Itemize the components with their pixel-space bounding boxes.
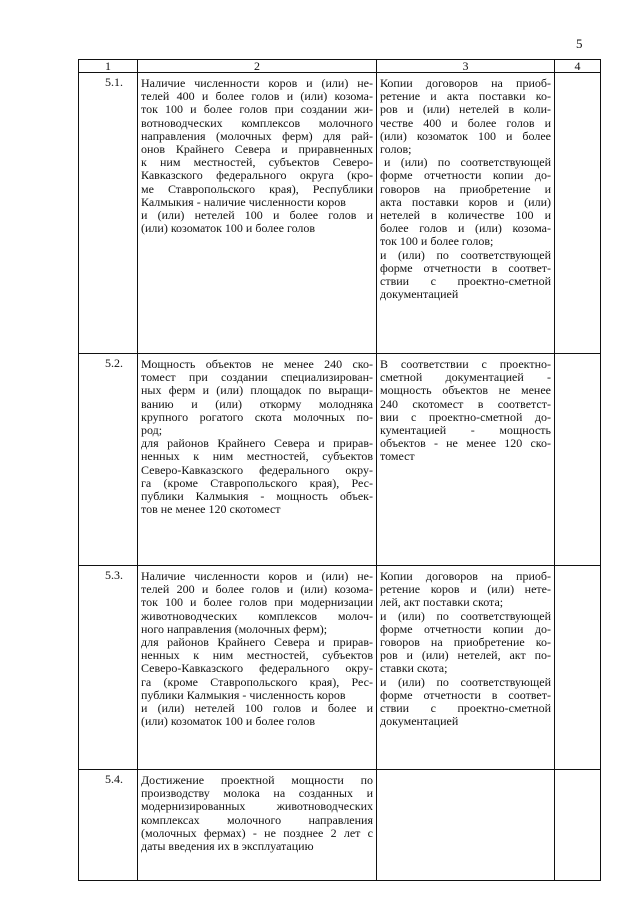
text-line: комплексах молочного направления xyxy=(141,812,373,827)
text-line: публики Калмыкия - численность коров xyxy=(141,687,346,702)
text-line: га (кроме Ставропольского края), Рес- xyxy=(141,475,373,490)
text-line: форме отчетности копии до- xyxy=(380,621,551,636)
text-line: ных ферм и (или) площадок по выращи- xyxy=(141,383,373,398)
text-line: (молочных фермах) - не позднее 2 лет с xyxy=(141,825,373,840)
text-line: Калмыкия - наличие численности коров xyxy=(141,194,346,209)
text-line: ненных к ним местностей, субъектов xyxy=(141,648,373,663)
text-line: В соответствии с проектно- xyxy=(380,357,551,371)
page-number: 5 xyxy=(576,36,583,51)
text-line: животноводческих комплексов молоч- xyxy=(141,608,373,623)
table-header-row xyxy=(79,60,601,73)
documents-cell xyxy=(377,354,555,566)
text-line: производству молока на созданных и xyxy=(141,786,373,801)
text-line: мощность объектов не менее xyxy=(380,383,551,398)
text-line: документацией xyxy=(380,714,459,729)
documents-cell xyxy=(377,770,555,881)
text-line: форме отчетности в соответ- xyxy=(380,260,551,275)
text-line: и (или) по соответствующей xyxy=(380,674,551,689)
text-line: к ним местностей, субъектов Северо- xyxy=(141,155,373,170)
row-number: 5.4. xyxy=(79,770,138,881)
text-line: Мощность объектов не менее 240 ско- xyxy=(141,357,373,371)
text-line: даты введения их в эксплуатацию xyxy=(141,839,314,854)
text-line: кументацией - мощность xyxy=(380,423,551,438)
text-line: и (или) по соответствующей xyxy=(380,247,551,262)
text-line: более голов и (или) козома- xyxy=(380,221,551,236)
text-line: и (или) по соответствующей xyxy=(384,155,551,170)
text-line: для районов Крайнего Севера и прирав- xyxy=(141,436,373,451)
text-line: 240 скотомест в соответст- xyxy=(380,396,551,411)
text-line: объектов - не менее 120 ско- xyxy=(380,436,551,451)
criterion-cell xyxy=(138,770,377,881)
extra-cell xyxy=(555,566,601,770)
text-line: голов; xyxy=(380,142,412,157)
text-line: сметной документацией - xyxy=(380,370,551,385)
extra-cell xyxy=(555,354,601,566)
text-line: акта поставки коров и (или) xyxy=(380,194,551,209)
text-line: ров и (или) нетелей, акт по- xyxy=(380,648,551,663)
table-row xyxy=(79,73,601,354)
table-row xyxy=(79,770,601,881)
text-line: Копии договоров на приоб- xyxy=(380,569,551,583)
text-line: говоров на приобретение и xyxy=(380,181,551,196)
text-line: вии с проектно-сметной до- xyxy=(380,409,551,424)
criterion-cell xyxy=(138,566,377,770)
text-line: (или) козоматок 100 и более xyxy=(380,128,551,143)
text-line: ток 100 и более голов при модернизации xyxy=(141,595,373,610)
column-header: 2 xyxy=(138,60,377,73)
column-header: 4 xyxy=(555,60,601,73)
text-line: публики Калмыкия - мощность объек- xyxy=(141,489,373,504)
text-line: ток 100 и более голов при создании жи- xyxy=(141,102,373,117)
table-row xyxy=(79,354,601,566)
text-line: ретение и акта поставки ко- xyxy=(380,89,551,104)
text-line: и (или) нетелей 100 и более голов и xyxy=(141,208,373,223)
text-line: ствии с проектно-сметной xyxy=(380,701,551,716)
row-number: 5.1. xyxy=(79,73,138,354)
text-line: крупного рогатого скота молочных по- xyxy=(141,409,373,424)
text-line: лей, акт поставки скота; xyxy=(380,595,504,610)
text-line: форме отчетности копии до- xyxy=(380,168,551,183)
text-line: Северо-Кавказского федерального окру- xyxy=(141,661,373,676)
text-line: (или) козоматок 100 и более голов xyxy=(141,714,316,729)
text-line: и (или) по соответствующей xyxy=(380,608,551,623)
text-line: ставки скота; xyxy=(380,661,448,676)
text-line: (или) козоматок 100 и более голов xyxy=(141,221,316,236)
text-line: Наличие численности коров и (или) не- xyxy=(141,569,373,583)
text-line: онов Крайнего Севера и приравненных xyxy=(141,142,373,157)
criterion-cell xyxy=(138,73,377,354)
text-line: телей 200 и более голов и (или) козома- xyxy=(141,582,373,597)
text-line: га (кроме Ставропольского края), Рес- xyxy=(141,674,373,689)
column-header: 1 xyxy=(79,60,138,73)
text-line: ненных к ним местностей, субъектов xyxy=(141,449,373,464)
extra-cell xyxy=(555,73,601,354)
text-line: говоров на приобретение ко- xyxy=(380,635,551,650)
documents-cell xyxy=(377,73,555,354)
text-line: ме Ставропольского края), Республики xyxy=(141,181,373,196)
text-line: вотноводческих комплексов молочного xyxy=(141,115,373,130)
text-line: телей 400 и более голов и (или) козома- xyxy=(141,89,373,104)
text-line: направления (молочных ферм) для рай- xyxy=(141,128,373,143)
text-line: для районов Крайнего Севера и прирав- xyxy=(141,635,373,650)
documents-cell xyxy=(377,566,555,770)
text-line: документацией xyxy=(380,287,459,302)
text-line: и (или) нетелей 100 голов и более и xyxy=(141,701,373,716)
text-line: Копии договоров на приоб- xyxy=(380,76,551,90)
table-row xyxy=(79,566,601,770)
text-line: нетелей в количестве 100 и xyxy=(380,208,551,223)
text-line: тов не менее 120 скотомест xyxy=(141,502,281,517)
column-header: 3 xyxy=(377,60,555,73)
text-line: ретение коров и (или) нете- xyxy=(380,582,551,597)
criterion-cell xyxy=(138,354,377,566)
text-line: томест xyxy=(380,449,415,464)
text-line: Наличие численности коров и (или) не- xyxy=(141,76,373,90)
text-line: Достижение проектной мощности по xyxy=(141,773,373,787)
text-line: род; xyxy=(141,423,163,438)
criteria-table xyxy=(78,59,601,881)
text-line: ного направления (молочных ферм); xyxy=(141,621,328,636)
text-line: ток 100 и более голов; xyxy=(380,234,494,249)
row-number: 5.2. xyxy=(79,354,138,566)
text-line: честве 400 и более голов и xyxy=(380,115,551,130)
text-line: ствии с проектно-сметной xyxy=(380,274,551,289)
text-line: модернизированных животноводческих xyxy=(141,799,373,814)
extra-cell xyxy=(555,770,601,881)
text-line: ров и (или) нетелей в коли- xyxy=(380,102,551,117)
text-line: ванию и (или) откорму молодняка xyxy=(141,396,373,411)
row-number: 5.3. xyxy=(79,566,138,770)
text-line: форме отчетности в соответ- xyxy=(380,687,551,702)
text-line: томест при создании специализирован- xyxy=(141,370,373,385)
text-line: Северо-Кавказского федерального окру- xyxy=(141,462,373,477)
text-line: Кавказского федерального округа (кро- xyxy=(141,168,373,183)
